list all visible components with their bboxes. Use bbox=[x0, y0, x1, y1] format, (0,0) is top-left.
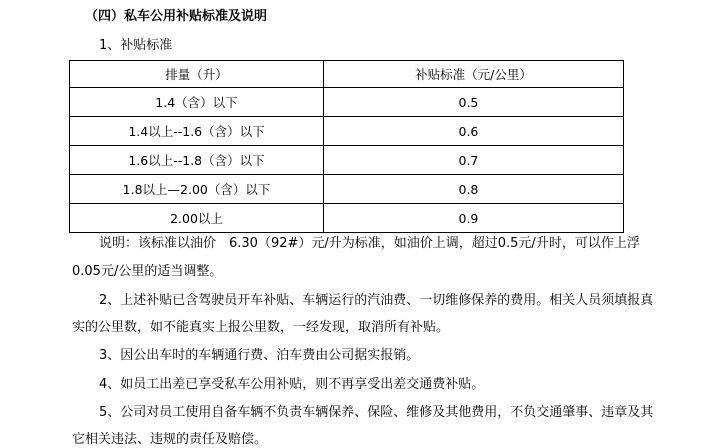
rate-value: 0.7 bbox=[458, 152, 479, 168]
rate-value: 0.9 bbox=[458, 210, 479, 226]
table-row bbox=[70, 88, 624, 117]
rate-value: 0.8 bbox=[458, 181, 479, 197]
section-title: （四）私车公用补贴标准及说明 bbox=[85, 9, 268, 24]
cell-rate bbox=[324, 175, 624, 204]
item-3: 3、因公出车时的车辆通行费、泊车费由公司据实报销。 bbox=[99, 348, 420, 363]
cell-rate bbox=[324, 88, 624, 117]
cell-rate bbox=[324, 117, 624, 146]
header-rate: 补贴标准（元/公里） bbox=[324, 61, 624, 88]
table-row bbox=[70, 175, 624, 204]
note-line-1: 说明：该标准以油价 6.30（92#）元/升为标准，如油价上调，超过0.5元/升时，可以作上浮 bbox=[99, 236, 640, 251]
cell-displacement: 1.4（含）以下 bbox=[70, 88, 324, 117]
cell-displacement: 1.6以上--1.8（含）以下 bbox=[70, 146, 324, 175]
table-row bbox=[70, 146, 624, 175]
cell-rate bbox=[324, 146, 624, 175]
table-header-row bbox=[70, 61, 624, 88]
table-row bbox=[70, 204, 624, 233]
subsidy-table bbox=[69, 60, 624, 233]
header-displacement: 排量（升） bbox=[70, 61, 324, 88]
rate-value: 0.5 bbox=[458, 94, 479, 110]
subsidy-standard-heading: 1、补贴标准 bbox=[99, 38, 173, 53]
table-row bbox=[70, 117, 624, 146]
item-2-line-1: 2、上述补贴已含驾驶员开车补贴、车辆运行的汽油费、一切维修保养的费用。相关人员须填报真 bbox=[99, 293, 654, 308]
item-4: 4、如员工出差已享受私车公用补贴，则不再享受出差交通费补贴。 bbox=[99, 377, 485, 392]
item-5-line-2: 它相关违法、违规的责任及赔偿。 bbox=[72, 432, 268, 447]
item-2-line-2: 实的公里数，如不能真实上报公里数，一经发现，取消所有补贴。 bbox=[72, 320, 450, 335]
cell-rate bbox=[324, 204, 624, 233]
cell-displacement: 2.00以上 bbox=[70, 204, 324, 233]
cell-displacement: 1.8以上—2.00（含）以下 bbox=[70, 175, 324, 204]
rate-value: 0.6 bbox=[458, 123, 479, 139]
item-5-line-1: 5、公司对员工使用自备车辆不负责车辆保养、保险、维修及其他费用，不负交通肇事、违章及其 bbox=[99, 405, 654, 420]
note-line-2: 0.05元/公里的适当调整。 bbox=[72, 264, 223, 279]
cell-displacement: 1.4以上--1.6（含）以下 bbox=[70, 117, 324, 146]
